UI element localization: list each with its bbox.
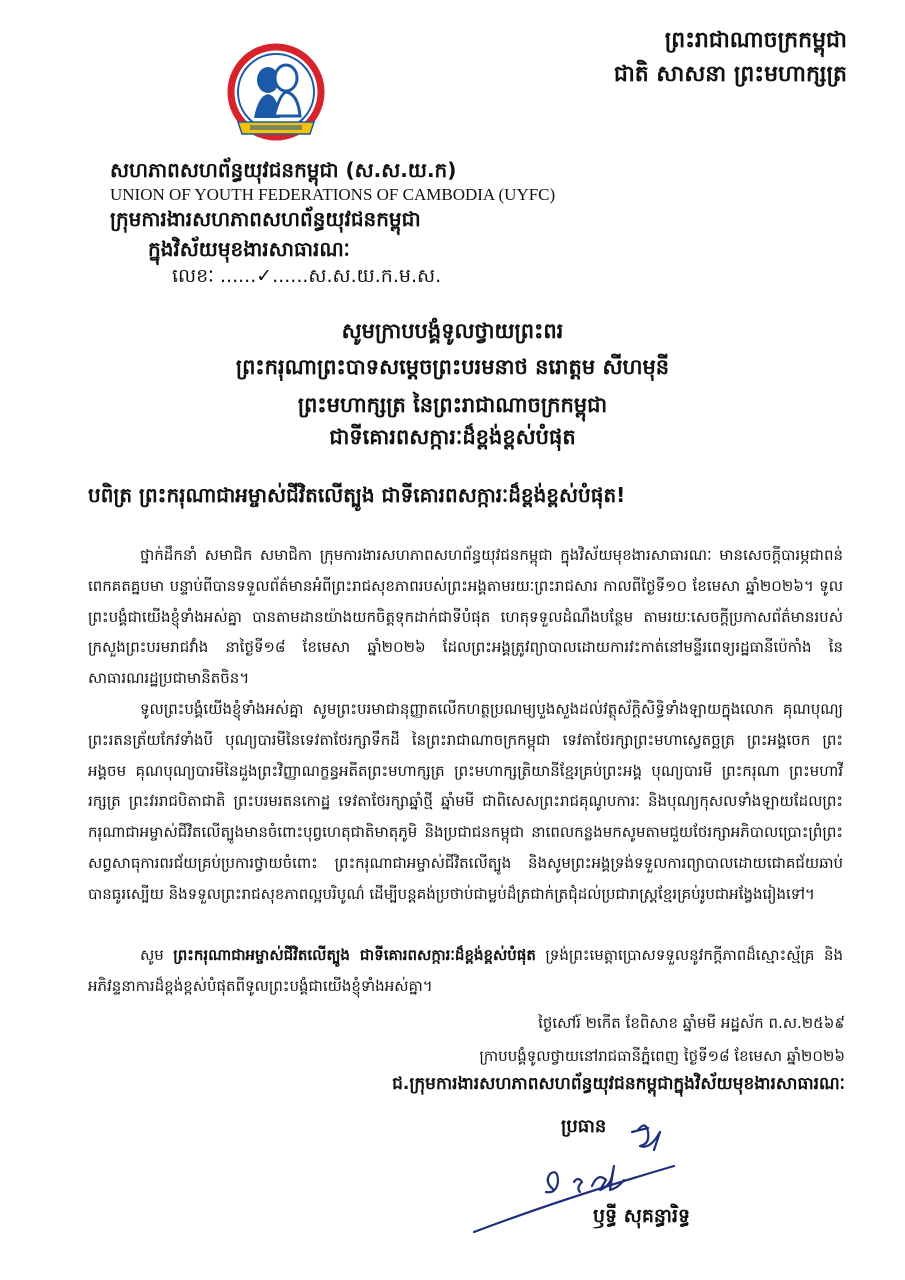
title-line-2: ព្រះករុណាព្រះបាទសម្តេចព្រះបរមនាថ នរោត្តម សីហមុនី — [235, 355, 670, 379]
paragraph-3 — [88, 940, 843, 1002]
national-motto-kingdom: ព្រះរាជាណាចក្រកម្ពុជា — [664, 28, 847, 53]
reference-number: លេខៈ ......✓......ស.ស.យ.ក.ម.ស. — [172, 265, 442, 287]
org-name-khmer: សហភាពសហព័ន្ធយុវជនកម្ពុជា (ស.ស.យ.ក) — [110, 158, 457, 182]
paragraph-2: ទូលព្រះបង្គំយើងខ្ញុំទាំងអស់គ្នា សូមព្រះបរមាជានុញ្ញាតលើកហត្ថប្រណម្យបួងសួងដល់វត្ថុស័ក្តិសិទ្ធិទាំងឡាយក្នុងលោក គុណបុណ្យព្រះរតនត្រ័យកែវទាំងបី បុណ្យបារមីនៃទេវតាថែរក្សាទឹកដី នៃព្រះរាជាណាចក្រកម្ពុជា ទេវតាថែរក្សាព្រះមហាស្វេតច្ឆត្រ ព្រះអង្គចេក ព្រះអង្គចម គុណបុណ្យបារមីនៃដួងព្រះវិញ្ញាណក្ខន្ធអតីតព្រះមហាក្សត្រ ព្រះមហាក្សត្រិយានីខ្មែរគ្រប់ព្រះអង្គ បុណ្យបារមី ព្រះករុណា ព្រះមហាវីរក្សត្រ ព្រះវររាជបិតាជាតិ ព្រះបរមរតនកោដ្ឋ ទេវតាថែរក្សាឆ្នាំថ្មី ឆ្នាំមមី ជាពិសេសព្រះរាជគុណូបការៈ និងបុណ្យកុសលទាំងឡាយដែលព្រះករុណាជាអម្ចាស់ជីវិតលើត្បូងមានចំពោះបុព្វហេតុជាតិមាតុភូមិ និងប្រជាជនកម្ពុជា នាពេលកន្លងមកសូមតាមជួយថែរក្សាអភិបាលប្រោះព្រំព្រះសព្វសាធុការពរជ័យគ្រប់ប្រការថ្វាយចំពោះ ព្រះករុណាជាអម្ចាស់ជីវិតលើត្បូង និងសូមព្រះអង្គទ្រង់ទទួលការព្យាបាលដោយជោគជ័យឆាប់បានធូរស្បើយ និងទទួលព្រះរាជសុខភាពល្អបរិបូណ៌ ដើម្បីបន្តគង់ប្រថាប់ជាម្លប់ដ៏ត្រជាក់ត្រជុំដល់ប្រជារាស្ត្រខ្មែរគ្រប់រូបជាអង្វែងរៀងទៅ។ — [88, 700, 843, 903]
national-motto-nation-religion-king: ជាតិ សាសនា ព្រះមហាក្សត្រ — [613, 62, 847, 87]
paragraph-3-prefix: សូម — [140, 946, 174, 964]
paragraph-3-rest: ទ្រង់ព្រះមេត្តាប្រោសទទួលនូវកក្តីភាពដ៏ស្មោះស្ម័គ្រ និងអភិវន្ទនាការដ៏ខ្ពង់ខ្ពស់បំផុតពីទូលព្រះបង្គំជាយើងខ្ញុំទាំងអស់គ្នា។ — [88, 946, 843, 995]
uyfc-logo — [224, 42, 329, 154]
org-name-english: UNION OF YOUTH FEDERATIONS OF CAMBODIA (UYFC) — [110, 185, 556, 204]
title-line-4: ជាទីគោរពសក្ការៈដ៏ខ្ពង់ខ្ពស់បំផុត — [329, 425, 576, 449]
paragraph-3-bold: ព្រះករុណាជាអម្ចាស់ជីវិតលើត្បូង ជាទីគោរពសក្ការៈដ៏ខ្ពង់ខ្ពស់បំផុត — [173, 946, 536, 964]
department-line-2: ក្នុងវិស័យមុខងារសាធារណៈ — [148, 237, 350, 261]
signer-name: ឫទ្ធី សុគន្ធារិទ្ធ — [593, 1205, 691, 1227]
title-line-3: ព្រះមហាក្សត្រ នៃព្រះរាជាណាចក្រកម្ពុជា — [297, 393, 608, 417]
on-behalf-line: ជ.ក្រុមការងារសហភាពសហព័ន្ធយុវជនកម្ពុជាក្នុងវិស័យមុខងារសាធារណៈ — [392, 1074, 845, 1094]
salutation: បពិត្រ ព្រះករុណាជាអម្ចាស់ជីវិតលើត្បូង ជាទីគោរពសក្ការៈដ៏ខ្ពង់ខ្ពស់បំផុត! — [88, 483, 626, 507]
place-and-date: ក្រាបបង្គំទូលថ្វាយនៅរាជធានីភ្នំពេញ ថ្ងៃទី១៨ ខែមេសា ឆ្នាំ២០២៦ — [479, 1047, 845, 1065]
title-line-1: សូមក្រាបបង្គំទូលថ្វាយព្រះពរ — [341, 319, 564, 343]
lunar-date: ថ្ងៃសៅរ៍ ២កើត ខែពិសាខ ឆ្នាំមមី អដ្ឋស័ក ព.ស.២៥៦៩ — [538, 1014, 845, 1032]
paragraph-1: ថ្នាក់ដឹកនាំ សមាជិក សមាជិកា ក្រុមការងារសហភាពសហព័ន្ធយុវជនកម្ពុជា ក្នុងវិស័យមុខងារសាធារណៈ មានសេចក្តីបារម្ភជាពន់ពេកគតគ្នបមា បន្ទាប់ពីបានទទួលព័ត៌មានអំពីព្រះរាជសុខភាពរបស់ព្រះអង្គតាមរយៈព្រះរាជសារ កាលពីថ្ងៃទី១០ ខែមេសា ឆ្នាំ២០២៦។ ទូលព្រះបង្គំជាយើងខ្ញុំទាំងអស់គ្នា បានតាមដានយ៉ាងយកចិត្តទុកដាក់ជាទីបំផុត ហេតុទទួលដំណឹងបន្ថែម តាមរយៈសេចក្តីប្រកាសព័ត៌មានរបស់ក្រសួងព្រះបរមរាជវាំង នាថ្ងៃទី១៨ ខែមេសា ឆ្នាំ២០២៦ ដែលព្រះអង្គត្រូវព្យាបាលដោយការវះកាត់នៅមន្ទីរពេទ្យរដ្ឋធានីប៉េកាំង នៃសាធារណរដ្ឋប្រជាមានិតចិន។ — [88, 546, 843, 688]
department-line-1: ក្រុមការងារសហភាពសហព័ន្ធយុវជនកម្ពុជា — [110, 207, 421, 231]
chairman-label: ប្រធាន — [561, 1116, 607, 1137]
